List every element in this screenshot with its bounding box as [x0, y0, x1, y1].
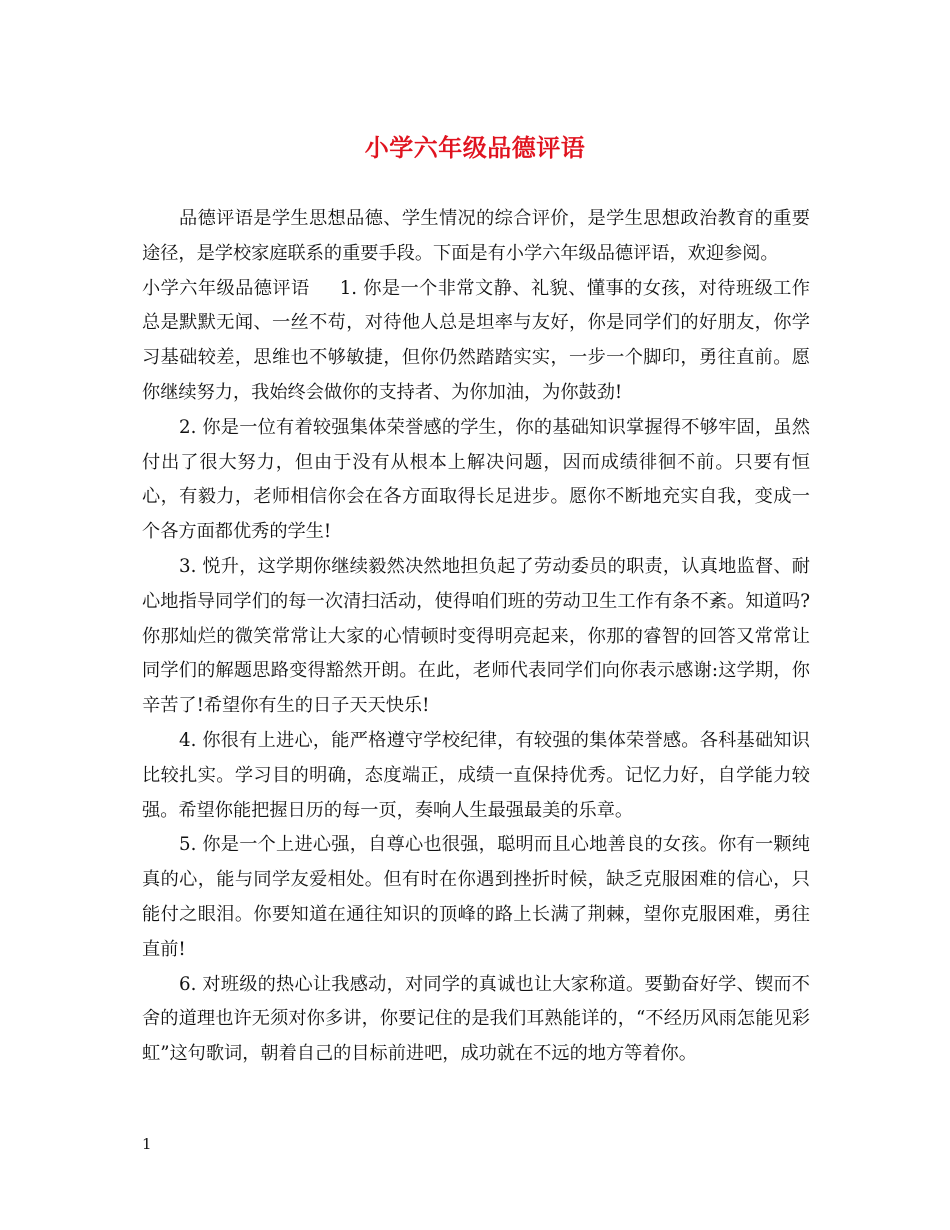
page-number: 1	[142, 1135, 152, 1153]
comment-paragraph-2: 2. 你是一位有着较强集体荣誉感的学生，你的基础知识掌握得不够牢固，虽然付出了很大努力，但由于没有从根本上解决问题，因而成绩徘徊不前。只要有恒心，有毅力，老师相信你会在各方面取得长足进步。愿你不断地充实自我，变成一个各方面都优秀的学生!	[142, 416, 810, 543]
comment-paragraph-5: 5. 你是一个上进心强，自尊心也很强，聪明而且心地善良的女孩。你有一颗纯真的心，能与同学友爱相处。但有时在你遇到挫折时候，缺乏克服困难的信心，只能付之眼泪。你要知道在通往知识的顶峰的路上长满了荆棘，望你克服困难，勇往直前!	[142, 834, 810, 960]
comment-paragraph-6: 6. 对班级的热心让我感动，对同学的真诚也让大家称道。要勤奋好学、锲而不舍的道理也许无须对你多讲，你要记住的是我们耳熟能详的，“不经历风雨怎能见彩虹”这句歌词，朝着自己的目标前进吧，成功就在不远的地方等着你。	[142, 973, 810, 1065]
comment-paragraph-3: 3. 悦升，这学期你继续毅然决然地担负起了劳动委员的职责，认真地监督、耐心地指导同学们的每一次清扫活动，使得咱们班的劳动卫生工作有条不紊。知道吗?你那灿烂的微笑常常让大家的心情顿时变得明亮起来，你那的睿智的回答又常常让同学们的解题思路变得豁然开朗。在此，老师代表同学们向你表示感谢:这学期，你辛苦了!希望你有生的日子天天快乐!	[142, 555, 810, 717]
document-body	[142, 202, 810, 1072]
intro-paragraph: 品德评语是学生思想品德、学生情况的综合评价，是学生思想政治教育的重要途径，是学校家庭联系的重要手段。下面是有小学六年级品德评语，欢迎参阅。	[142, 208, 810, 264]
comment-paragraph-4: 4. 你很有上进心，能严格遵守学校纪律，有较强的集体荣誉感。各科基础知识比较扎实。学习目的明确，态度端正，成绩一直保持优秀。记忆力好，自学能力较强。希望你能把握日历的每一页，奏响人生最强最美的乐章。	[142, 729, 810, 821]
document-title: 小学六年级品德评语	[364, 133, 586, 162]
section-heading: 小学六年级品德评语	[142, 277, 310, 299]
comment-text-1: 1. 你是一个非常文静、礼貌、懂事的女孩，对待班级工作总是默默无闻、一丝不苟，对待他人总是坦率与友好，你是同学们的好朋友，你学习基础较差，思维也不够敏捷，但你仍然踏踏实实，一步一个脚印，勇往直前。愿你继续努力，我始终会做你的支持者、为你加油，为你鼓劲!	[142, 277, 810, 403]
comment-paragraph-1	[142, 272, 810, 411]
